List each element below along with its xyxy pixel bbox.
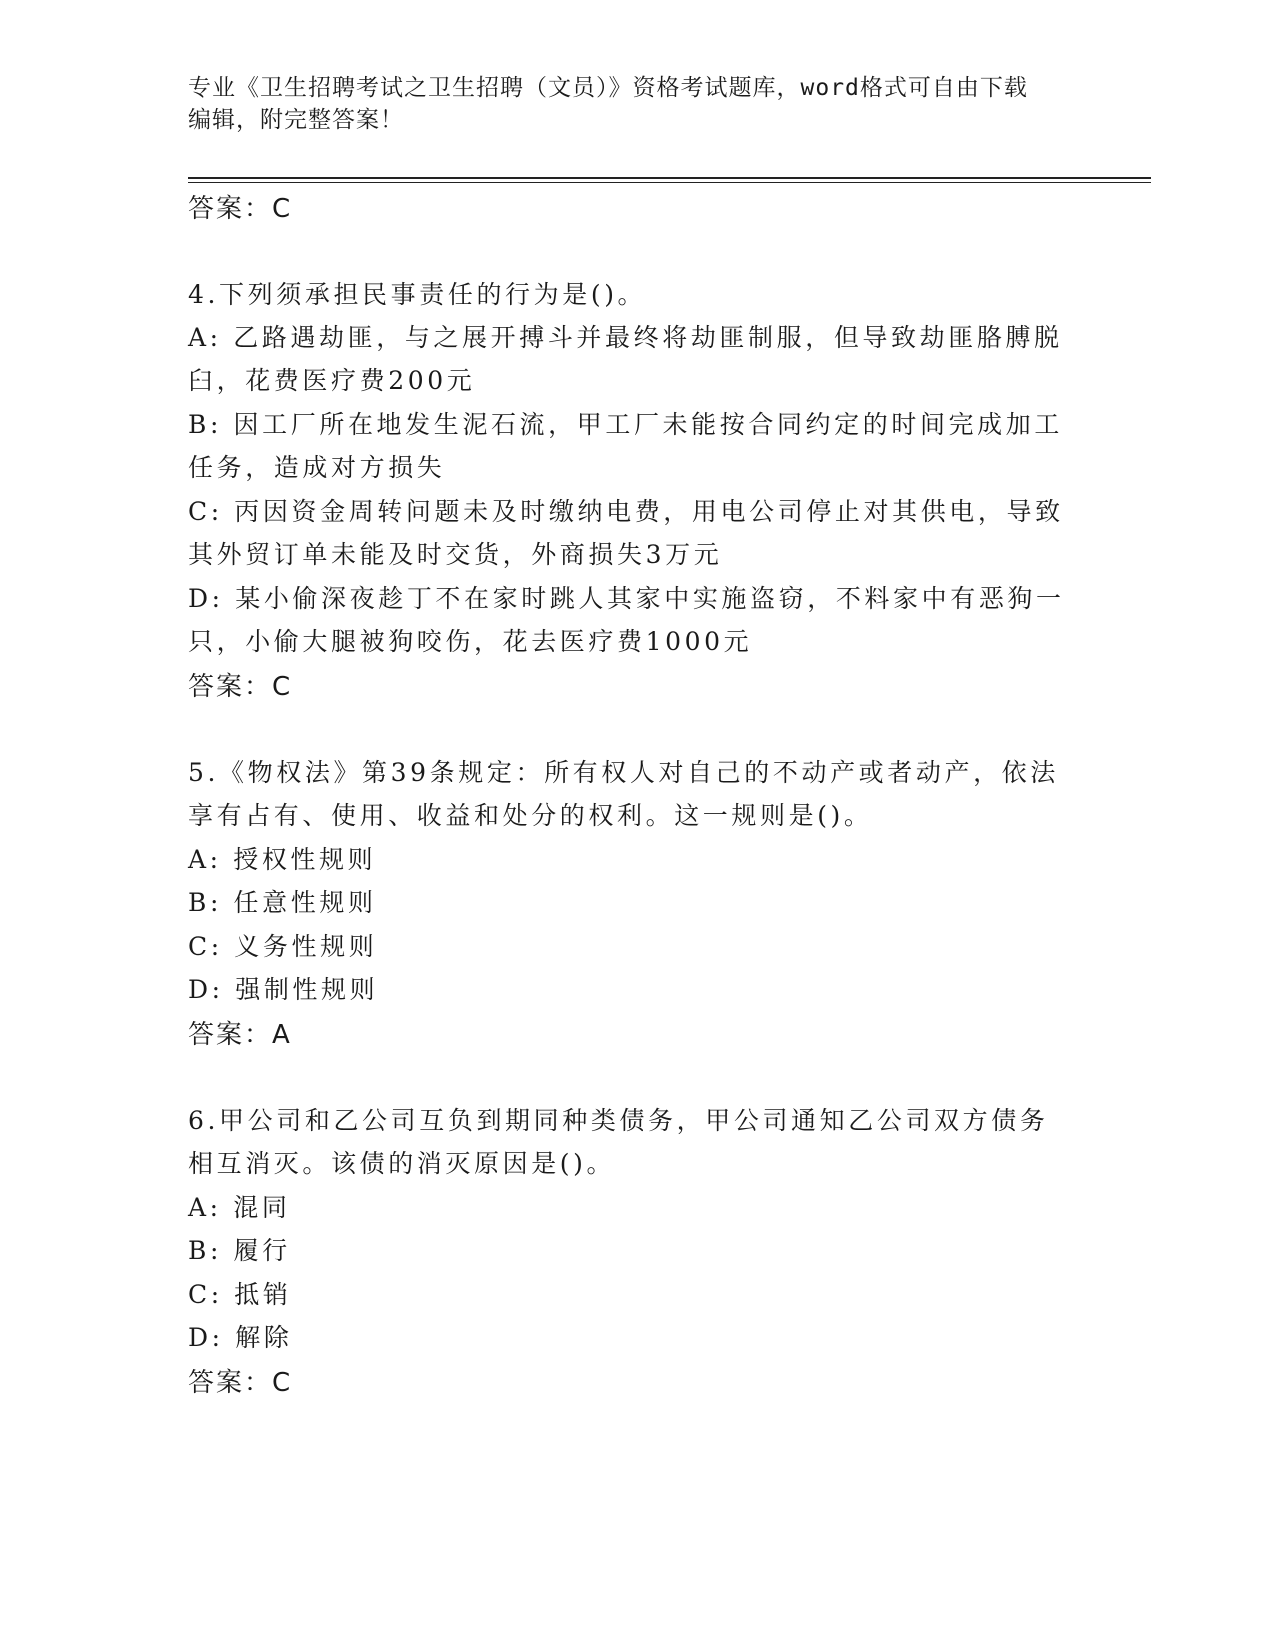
q4-option-d-line2: 只，小偷大腿被狗咬伤，花去医疗费1000元	[188, 627, 753, 656]
q5-option-d: D: 强制性规则	[188, 975, 379, 1004]
q4-option-b-line2: 任务，造成对方损失	[188, 453, 446, 482]
q6-stem-line2: 相互消灭。该债的消灭原因是()。	[188, 1149, 616, 1178]
header-line-2: 编辑，附完整答案！	[188, 107, 404, 133]
q6-answer: 答案：C	[188, 1368, 293, 1398]
q5-stem-line2: 享有占有、使用、收益和处分的权利。这一规则是()。	[188, 801, 873, 830]
q6-option-b: B: 履行	[188, 1236, 291, 1265]
q4-option-a-line1: A: 乙路遇劫匪，与之展开搏斗并最终将劫匪制服，但导致劫匪胳膊脱	[188, 323, 1063, 352]
q5-answer: 答案：A	[188, 1020, 292, 1050]
header-line-1: 专业《卫生招聘考试之卫生招聘（文员）》资格考试题库，word格式可自由下载	[188, 75, 1028, 101]
q6-option-a: A: 混同	[188, 1193, 291, 1222]
q6-option-d: D: 解除	[188, 1323, 293, 1352]
q5-option-c: C: 义务性规则	[188, 932, 378, 961]
q5-stem-line1: 5.《物权法》第39条规定：所有权人对自己的不动产或者动产，依法	[188, 758, 1059, 787]
q4-option-d-line1: D: 某小偷深夜趁丁不在家时跳人其家中实施盗窃，不料家中有恶狗一	[188, 584, 1065, 613]
q6-option-c: C: 抵销	[188, 1280, 292, 1309]
page-header	[188, 72, 1088, 136]
q4-option-c-line1: C: 丙因资金周转问题未及时缴纳电费，用电公司停止对其供电，导致	[188, 497, 1064, 526]
q4-answer: 答案：C	[188, 672, 293, 702]
q4-option-a-line2: 臼，花费医疗费200元	[188, 366, 476, 395]
header-rule-thick	[188, 177, 1151, 179]
q4-option-c-line2: 其外贸订单未能及时交货，外商损失3万元	[188, 540, 723, 569]
header-rule-thin	[188, 182, 1151, 183]
q6-stem-line1: 6.甲公司和乙公司互负到期同种类债务，甲公司通知乙公司双方债务	[188, 1106, 1049, 1135]
q5-option-a: A: 授权性规则	[188, 845, 377, 874]
answer-previous: 答案：C	[188, 194, 293, 224]
q4-option-b-line1: B: 因工厂所在地发生泥石流，甲工厂未能按合同约定的时间完成加工	[188, 410, 1063, 439]
q5-option-b: B: 任意性规则	[188, 888, 377, 917]
q4-stem: 4.下列须承担民事责任的行为是()。	[188, 280, 647, 309]
